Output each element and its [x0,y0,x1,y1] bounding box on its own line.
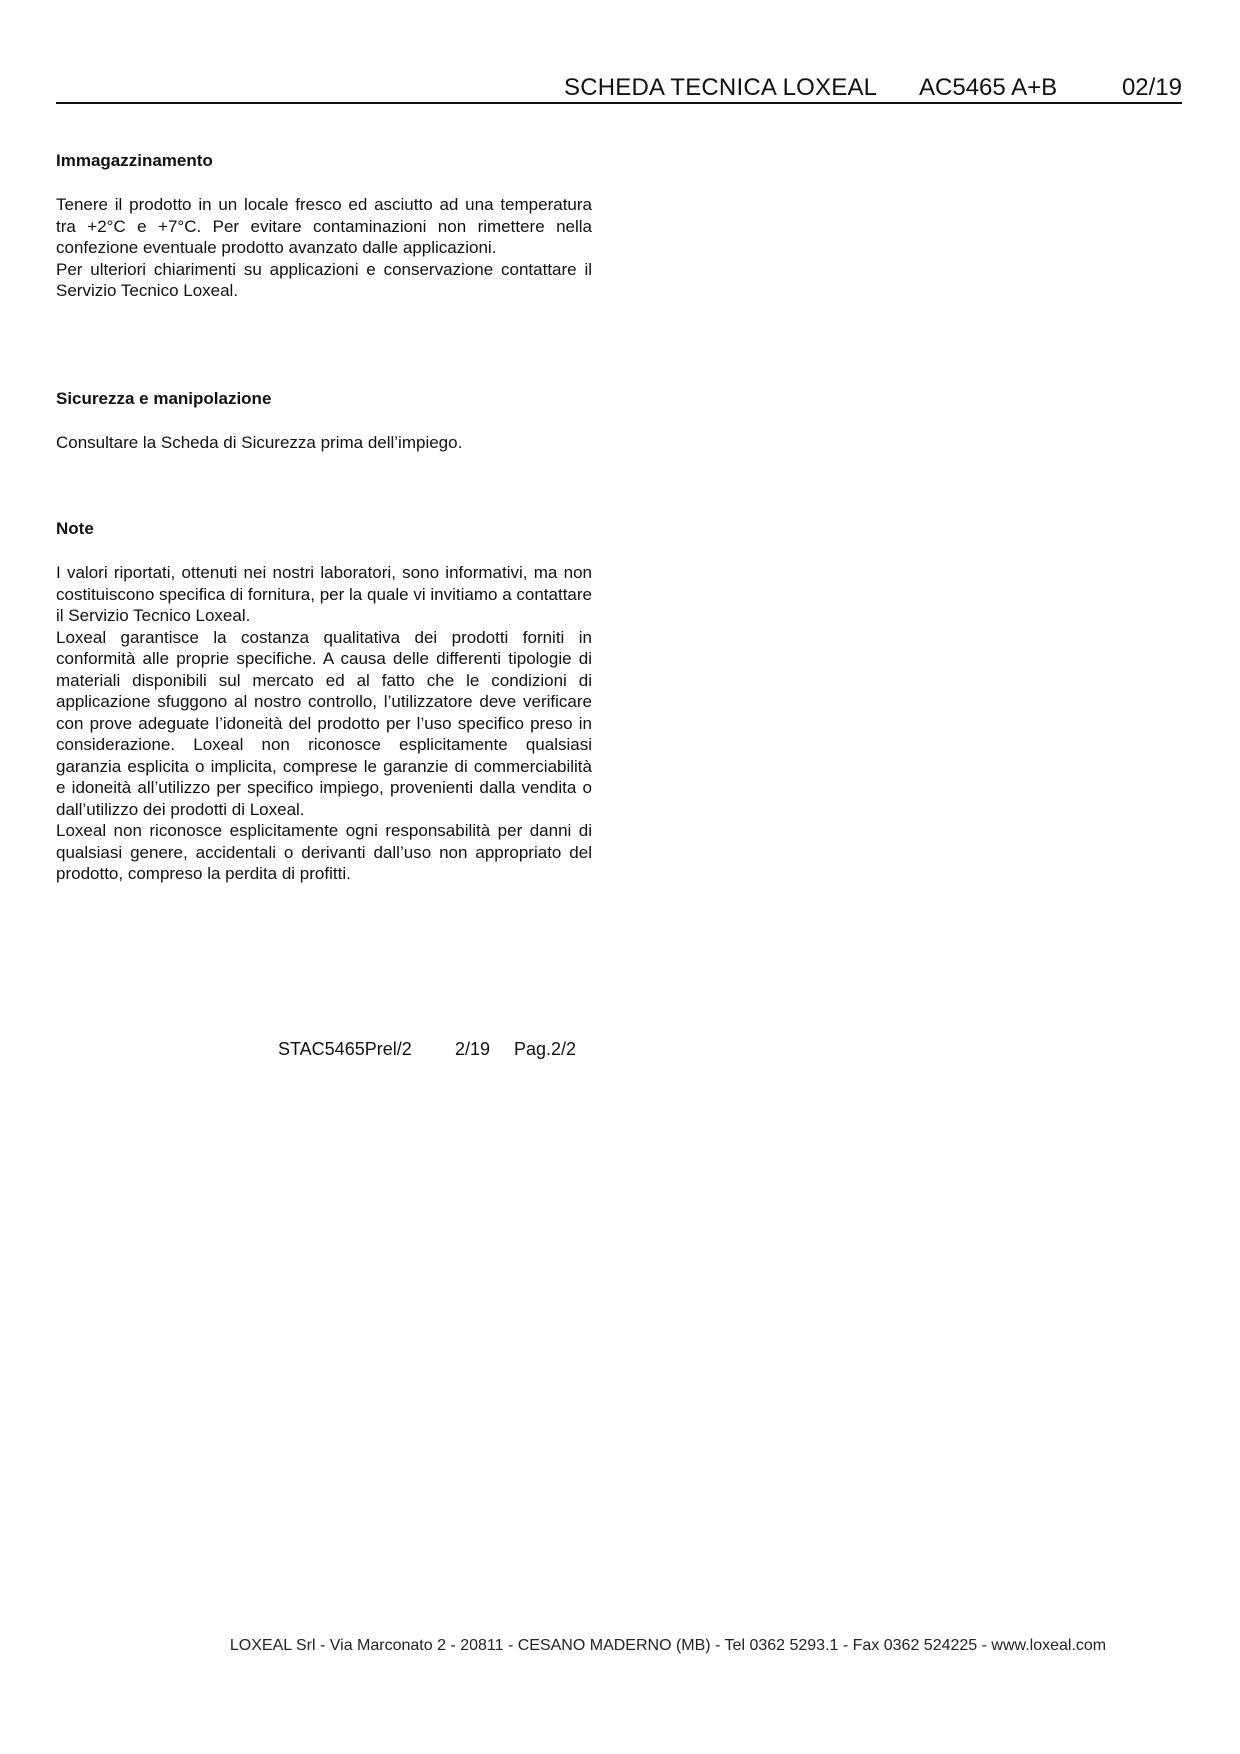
page-footer [0,1637,1240,1655]
safety-paragraph-1: Consultare la Scheda di Sicurezza prima dell’impiego. [56,433,463,452]
storage-paragraph-2: Per ulteriori chiarimenti su applicazioni e conservazione contattare il Servizio Tecnico Loxeal. [56,259,592,300]
document-title: SCHEDA TECNICA LOXEAL [564,74,878,101]
section-safety [56,388,592,454]
notes-paragraph-3: Loxeal non riconosce esplicitamente ogni responsabilità per danni di qualsiasi genere, accidentali o derivanti dall’uso non appropriato del prodotto, compreso la perdita di profitti. [56,821,592,883]
section-title-storage: Immagazzinamento [56,151,213,170]
product-code: AC5465 A+B [919,74,1058,101]
notes-body [56,562,592,885]
page-header [56,66,1182,104]
header-revision: 02/19 [1121,74,1182,101]
section-storage [56,150,592,302]
storage-paragraph-1: Tenere il prodotto in un locale fresco ed asciutto ad una temperatura tra +2°C e +7°C. Per evitare contaminazioni non rimettere nella confezione eventuale prodotto avanzato dalle applicazioni. [56,195,592,257]
section-notes [56,518,592,885]
notes-paragraph-2: Loxeal garantisce la costanza qualitativa dei prodotti forniti in conformità alle proprie specifiche. A causa delle differenti tipologie di materiali disponibili sul mercato ed al fatto che le condizioni di applicazione sfuggono al nostro controllo, l’utilizzatore deve verificare con prove adeguate l’idoneità del prodotto per l’uso specifico preso in considerazione. Loxeal non riconosce esplicitamente qualsiasi garanzia esplicita o implicita, comprese le garanzie di commerciabilità e idoneità all’utilizzo per specifico impiego, provenienti dalla vendita o dall’utilizzo dei prodotti di Loxeal. [56,627,592,819]
storage-body [56,194,592,302]
safety-body [56,432,592,454]
footer-company-info: LOXEAL Srl - Via Marconato 2 - 20811 - CESANO MADERNO (MB) - Tel 0362 5293.1 - Fax 0362 524225 - www.loxeal.com [229,1637,1107,1654]
section-title-notes: Note [56,519,94,538]
doc-reference-code: STAC5465Prel/2 [278,1039,412,1059]
notes-paragraph-1: I valori riportati, ottenuti nei nostri laboratori, sono informativi, ma non costituiscono specifica di fornitura, per la quale vi invitiamo a contattare il Servizio Tecnico Loxeal. [56,563,592,625]
section-title-safety: Sicurezza e manipolazione [56,389,272,408]
doc-reference-page: Pag.2/2 [514,1039,577,1059]
doc-reference-revision: 2/19 [455,1039,491,1059]
